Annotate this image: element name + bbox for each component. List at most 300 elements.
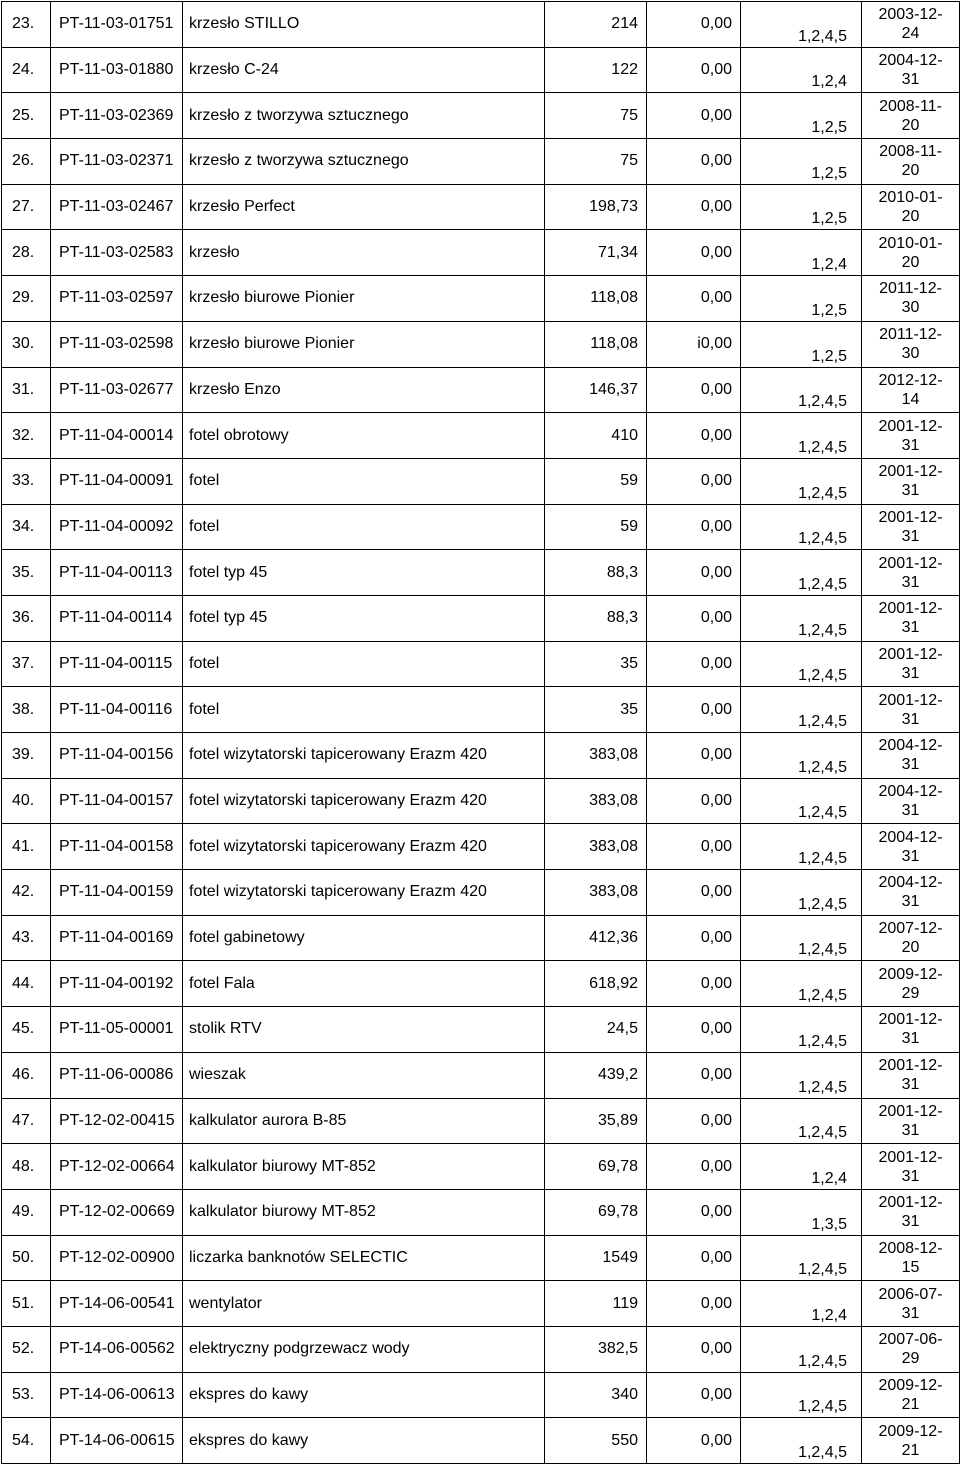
- item-name: krzesło: [183, 230, 545, 276]
- item-date: [862, 1326, 960, 1372]
- item-date: [862, 961, 960, 1007]
- item-source: 1,2,4,5: [741, 915, 862, 961]
- inventory-number: PT-14-06-00562: [51, 1326, 183, 1372]
- item-source: 1,2,4,5: [741, 1372, 862, 1418]
- table-row: [2, 184, 960, 230]
- item-value: 382,5: [545, 1326, 647, 1372]
- item-value: 118,08: [545, 321, 647, 367]
- inventory-number: PT-12-02-00415: [51, 1098, 183, 1144]
- item-date-part1: 2004-12-: [878, 52, 943, 70]
- item-source: 1,2,5: [741, 184, 862, 230]
- item-name: fotel gabinetowy: [183, 915, 545, 961]
- item-value: 118,08: [545, 276, 647, 322]
- item-date-part1: 2001-12-: [878, 417, 943, 435]
- table-row: [2, 1098, 960, 1144]
- inventory-number: PT-11-04-00157: [51, 778, 183, 824]
- item-source: 1,2,4: [741, 230, 862, 276]
- row-number: 31.: [2, 367, 51, 413]
- table-row: [2, 47, 960, 93]
- item-name: fotel typ 45: [183, 595, 545, 641]
- item-source: 1,2,4,5: [741, 595, 862, 641]
- item-date-part1: 2003-12-: [878, 6, 943, 24]
- item-source: 1,2,4,5: [741, 367, 862, 413]
- inventory-number: PT-11-04-00169: [51, 915, 183, 961]
- item-depreciation: 0,00: [647, 1235, 741, 1281]
- item-value: 410: [545, 413, 647, 459]
- item-value: 75: [545, 139, 647, 185]
- table-row: [2, 1372, 960, 1418]
- table-row: [2, 733, 960, 779]
- item-value: 71,34: [545, 230, 647, 276]
- row-number: 33.: [2, 458, 51, 504]
- inventory-number: PT-11-04-00113: [51, 550, 183, 596]
- item-value: 75: [545, 93, 647, 139]
- item-date-part2: 31: [901, 664, 920, 682]
- item-date-part1: 2009-12-: [878, 1376, 943, 1394]
- item-date-part2: 31: [901, 573, 920, 591]
- item-date: [862, 504, 960, 550]
- item-name: fotel: [183, 504, 545, 550]
- item-date-part1: 2001-12-: [878, 1057, 943, 1075]
- inventory-rows: [2, 2, 960, 1464]
- item-depreciation: 0,00: [647, 139, 741, 185]
- row-number: 51.: [2, 1281, 51, 1327]
- item-date-part2: 29: [901, 1350, 920, 1368]
- item-source: 1,2,5: [741, 276, 862, 322]
- item-name: krzesło Perfect: [183, 184, 545, 230]
- item-name: fotel Fala: [183, 961, 545, 1007]
- item-date-part2: 31: [901, 1030, 920, 1048]
- item-source: 1,2,4,5: [741, 413, 862, 459]
- item-date: [862, 1098, 960, 1144]
- item-value: 69,78: [545, 1144, 647, 1190]
- row-number: 43.: [2, 915, 51, 961]
- item-date: [862, 641, 960, 687]
- item-date: [862, 2, 960, 48]
- item-date-part2: 31: [901, 802, 920, 820]
- item-value: 59: [545, 458, 647, 504]
- table-row: [2, 915, 960, 961]
- item-date-part1: 2004-12-: [878, 783, 943, 801]
- item-date-part1: 2010-01-: [878, 234, 943, 252]
- item-value: 340: [545, 1372, 647, 1418]
- item-depreciation: 0,00: [647, 961, 741, 1007]
- item-date-part1: 2001-12-: [878, 1194, 943, 1212]
- inventory-number: PT-11-03-02467: [51, 184, 183, 230]
- row-number: 27.: [2, 184, 51, 230]
- item-date-part2: 20: [901, 116, 920, 134]
- row-number: 52.: [2, 1326, 51, 1372]
- item-source: 1,2,5: [741, 321, 862, 367]
- item-source: 1,2,4,5: [741, 778, 862, 824]
- table-row: [2, 641, 960, 687]
- inventory-number: PT-11-04-00156: [51, 733, 183, 779]
- item-value: 383,08: [545, 778, 647, 824]
- item-date: [862, 230, 960, 276]
- item-depreciation: 0,00: [647, 641, 741, 687]
- item-name: fotel: [183, 687, 545, 733]
- item-name: fotel: [183, 641, 545, 687]
- row-number: 46.: [2, 1052, 51, 1098]
- inventory-number: PT-11-04-00192: [51, 961, 183, 1007]
- row-number: 49.: [2, 1189, 51, 1235]
- inventory-number: PT-14-06-00541: [51, 1281, 183, 1327]
- row-number: 28.: [2, 230, 51, 276]
- item-date-part1: 2001-12-: [878, 508, 943, 526]
- inventory-number: PT-12-02-00669: [51, 1189, 183, 1235]
- table-row: [2, 1326, 960, 1372]
- table-row: [2, 458, 960, 504]
- item-name: stolik RTV: [183, 1007, 545, 1053]
- item-depreciation: 0,00: [647, 915, 741, 961]
- table-row: [2, 1235, 960, 1281]
- row-number: 29.: [2, 276, 51, 322]
- item-date-part2: 20: [901, 939, 920, 957]
- item-source: 1,2,4,5: [741, 458, 862, 504]
- item-date-part1: 2008-12-: [878, 1239, 943, 1257]
- item-date-part1: 2010-01-: [878, 189, 943, 207]
- table-row: [2, 1281, 960, 1327]
- row-number: 36.: [2, 595, 51, 641]
- item-depreciation: 0,00: [647, 595, 741, 641]
- item-depreciation: 0,00: [647, 1418, 741, 1464]
- item-source: 1,2,4,5: [741, 641, 862, 687]
- row-number: 50.: [2, 1235, 51, 1281]
- item-date-part1: 2001-12-: [878, 554, 943, 572]
- item-date-part2: 31: [901, 619, 920, 637]
- table-row: [2, 1418, 960, 1464]
- item-date-part1: 2001-12-: [878, 1011, 943, 1029]
- row-number: 53.: [2, 1372, 51, 1418]
- row-number: 37.: [2, 641, 51, 687]
- item-date: [862, 184, 960, 230]
- item-date-part1: 2004-12-: [878, 737, 943, 755]
- row-number: 24.: [2, 47, 51, 93]
- item-date-part2: 31: [901, 482, 920, 500]
- row-number: 30.: [2, 321, 51, 367]
- item-date-part1: 2001-12-: [878, 463, 943, 481]
- table-row: [2, 1144, 960, 1190]
- table-row: [2, 504, 960, 550]
- item-value: 119: [545, 1281, 647, 1327]
- item-date-part1: 2007-06-: [878, 1331, 943, 1349]
- row-number: 54.: [2, 1418, 51, 1464]
- item-date: [862, 1418, 960, 1464]
- item-date-part1: 2004-12-: [878, 874, 943, 892]
- item-date-part2: 30: [901, 345, 920, 363]
- item-name: kalkulator biurowy MT-852: [183, 1189, 545, 1235]
- item-depreciation: 0,00: [647, 778, 741, 824]
- item-name: ekspres do kawy: [183, 1418, 545, 1464]
- item-value: 618,92: [545, 961, 647, 1007]
- item-source: 1,2,5: [741, 93, 862, 139]
- row-number: 44.: [2, 961, 51, 1007]
- item-depreciation: 0,00: [647, 1007, 741, 1053]
- table-row: [2, 2, 960, 48]
- item-depreciation: 0,00: [647, 550, 741, 596]
- table-row: [2, 93, 960, 139]
- item-name: ekspres do kawy: [183, 1372, 545, 1418]
- item-source: 1,2,4,5: [741, 1007, 862, 1053]
- table-row: [2, 321, 960, 367]
- item-date: [862, 778, 960, 824]
- inventory-number: PT-11-03-02371: [51, 139, 183, 185]
- item-name: wentylator: [183, 1281, 545, 1327]
- item-date: [862, 595, 960, 641]
- item-date-part2: 31: [901, 710, 920, 728]
- item-date-part1: 2006-07-: [878, 1285, 943, 1303]
- inventory-number: PT-11-03-02583: [51, 230, 183, 276]
- inventory-number: PT-11-06-00086: [51, 1052, 183, 1098]
- item-date: [862, 1007, 960, 1053]
- inventory-number: PT-11-04-00014: [51, 413, 183, 459]
- item-date-part2: 31: [901, 71, 920, 89]
- item-name: krzesło C-24: [183, 47, 545, 93]
- item-source: 1,2,4,5: [741, 2, 862, 48]
- item-date: [862, 824, 960, 870]
- item-name: kalkulator aurora B-85: [183, 1098, 545, 1144]
- item-depreciation: 0,00: [647, 870, 741, 916]
- item-value: 550: [545, 1418, 647, 1464]
- item-name: fotel: [183, 458, 545, 504]
- item-depreciation: 0,00: [647, 1372, 741, 1418]
- item-name: krzesło STILLO: [183, 2, 545, 48]
- item-date: [862, 1281, 960, 1327]
- item-source: 1,2,4,5: [741, 1052, 862, 1098]
- inventory-number: PT-11-04-00091: [51, 458, 183, 504]
- item-value: 383,08: [545, 870, 647, 916]
- row-number: 38.: [2, 687, 51, 733]
- item-date: [862, 276, 960, 322]
- item-depreciation: 0,00: [647, 1326, 741, 1372]
- item-value: 146,37: [545, 367, 647, 413]
- item-source: 1,2,4,5: [741, 1418, 862, 1464]
- item-name: krzesło z tworzywa sztucznego: [183, 93, 545, 139]
- item-date: [862, 47, 960, 93]
- item-date-part2: 31: [901, 756, 920, 774]
- table-row: [2, 961, 960, 1007]
- item-depreciation: 0,00: [647, 413, 741, 459]
- item-depreciation: 0,00: [647, 47, 741, 93]
- item-source: 1,2,4,5: [741, 1235, 862, 1281]
- row-number: 32.: [2, 413, 51, 459]
- row-number: 42.: [2, 870, 51, 916]
- inventory-number: PT-14-06-00613: [51, 1372, 183, 1418]
- item-depreciation: 0,00: [647, 2, 741, 48]
- row-number: 34.: [2, 504, 51, 550]
- item-date: [862, 1052, 960, 1098]
- item-value: 69,78: [545, 1189, 647, 1235]
- item-value: 35,89: [545, 1098, 647, 1144]
- table-row: [2, 687, 960, 733]
- item-depreciation: 0,00: [647, 276, 741, 322]
- item-date: [862, 1372, 960, 1418]
- row-number: 35.: [2, 550, 51, 596]
- inventory-number: PT-11-04-00115: [51, 641, 183, 687]
- inventory-number: PT-11-03-02597: [51, 276, 183, 322]
- item-name: elektryczny podgrzewacz wody: [183, 1326, 545, 1372]
- item-date-part2: 29: [901, 984, 920, 1002]
- item-depreciation: 0,00: [647, 230, 741, 276]
- item-date-part1: 2007-12-: [878, 920, 943, 938]
- item-value: 198,73: [545, 184, 647, 230]
- item-name: fotel wizytatorski tapicerowany Erazm 420: [183, 733, 545, 779]
- item-date-part2: 21: [901, 1441, 920, 1459]
- item-date-part2: 21: [901, 1395, 920, 1413]
- item-depreciation: 0,00: [647, 1098, 741, 1144]
- item-source: 1,2,4,5: [741, 1098, 862, 1144]
- item-source: 1,2,5: [741, 139, 862, 185]
- item-date: [862, 367, 960, 413]
- table-row: [2, 824, 960, 870]
- item-date: [862, 1144, 960, 1190]
- item-date-part2: 31: [901, 893, 920, 911]
- item-value: 59: [545, 504, 647, 550]
- inventory-number: PT-11-03-02598: [51, 321, 183, 367]
- item-date: [862, 870, 960, 916]
- item-depreciation: 0,00: [647, 1189, 741, 1235]
- item-value: 24,5: [545, 1007, 647, 1053]
- item-date: [862, 1189, 960, 1235]
- item-date-part1: 2001-12-: [878, 1148, 943, 1166]
- item-date-part2: 31: [901, 1304, 920, 1322]
- row-number: 40.: [2, 778, 51, 824]
- item-name: wieszak: [183, 1052, 545, 1098]
- item-date: [862, 93, 960, 139]
- table-row: [2, 413, 960, 459]
- inventory-number: PT-11-03-02677: [51, 367, 183, 413]
- item-value: 35: [545, 641, 647, 687]
- item-depreciation: 0,00: [647, 824, 741, 870]
- item-date-part2: 31: [901, 1076, 920, 1094]
- item-date: [862, 1235, 960, 1281]
- item-depreciation: 0,00: [647, 184, 741, 230]
- item-date: [862, 413, 960, 459]
- item-depreciation: 0,00: [647, 367, 741, 413]
- item-depreciation: 0,00: [647, 1144, 741, 1190]
- item-date-part1: 2001-12-: [878, 645, 943, 663]
- item-date-part1: 2001-12-: [878, 691, 943, 709]
- item-source: 1,2,4,5: [741, 961, 862, 1007]
- row-number: 47.: [2, 1098, 51, 1144]
- item-date-part2: 31: [901, 1167, 920, 1185]
- inventory-number: PT-11-05-00001: [51, 1007, 183, 1053]
- item-name: fotel obrotowy: [183, 413, 545, 459]
- item-name: fotel wizytatorski tapicerowany Erazm 420: [183, 870, 545, 916]
- inventory-number: PT-12-02-00900: [51, 1235, 183, 1281]
- item-date: [862, 687, 960, 733]
- item-date-part2: 20: [901, 162, 920, 180]
- item-date: [862, 458, 960, 504]
- item-value: 1549: [545, 1235, 647, 1281]
- item-depreciation: 0,00: [647, 733, 741, 779]
- item-value: 35: [545, 687, 647, 733]
- table-row: [2, 1007, 960, 1053]
- item-date-part2: 31: [901, 436, 920, 454]
- item-name: fotel typ 45: [183, 550, 545, 596]
- inventory-number: PT-11-04-00092: [51, 504, 183, 550]
- item-source: 1,3,5: [741, 1189, 862, 1235]
- item-date-part1: 2009-12-: [878, 965, 943, 983]
- inventory-number: PT-14-06-00615: [51, 1418, 183, 1464]
- item-date: [862, 733, 960, 779]
- inventory-number: PT-11-03-02369: [51, 93, 183, 139]
- row-number: 48.: [2, 1144, 51, 1190]
- item-date-part2: 15: [901, 1258, 920, 1276]
- item-value: 88,3: [545, 550, 647, 596]
- item-name: kalkulator biurowy MT-852: [183, 1144, 545, 1190]
- item-depreciation: 0,00: [647, 687, 741, 733]
- item-source: 1,2,4,5: [741, 733, 862, 779]
- item-source: 1,2,4,5: [741, 504, 862, 550]
- item-date-part1: 2008-11-: [879, 143, 942, 161]
- item-date-part1: 2001-12-: [878, 1102, 943, 1120]
- item-depreciation: i0,00: [647, 321, 741, 367]
- item-date-part1: 2001-12-: [878, 600, 943, 618]
- item-source: 1,2,4,5: [741, 687, 862, 733]
- item-value: 383,08: [545, 824, 647, 870]
- item-depreciation: 0,00: [647, 93, 741, 139]
- row-number: 41.: [2, 824, 51, 870]
- row-number: 45.: [2, 1007, 51, 1053]
- inventory-number: PT-11-03-01880: [51, 47, 183, 93]
- item-source: 1,2,4,5: [741, 824, 862, 870]
- item-date-part2: 31: [901, 847, 920, 865]
- item-date-part1: 2009-12-: [878, 1422, 943, 1440]
- table-row: [2, 550, 960, 596]
- row-number: 26.: [2, 139, 51, 185]
- item-date-part2: 31: [901, 1213, 920, 1231]
- inventory-number: PT-11-04-00158: [51, 824, 183, 870]
- item-source: 1,2,4,5: [741, 870, 862, 916]
- table-row: [2, 1189, 960, 1235]
- item-name: krzesło z tworzywa sztucznego: [183, 139, 545, 185]
- table-row: [2, 595, 960, 641]
- inventory-number: PT-11-03-01751: [51, 2, 183, 48]
- table-row: [2, 1052, 960, 1098]
- item-name: krzesło Enzo: [183, 367, 545, 413]
- table-row: [2, 778, 960, 824]
- item-depreciation: 0,00: [647, 1052, 741, 1098]
- table-row: [2, 870, 960, 916]
- item-value: 383,08: [545, 733, 647, 779]
- item-name: liczarka banknotów SELECTIC: [183, 1235, 545, 1281]
- item-date-part2: 24: [901, 25, 920, 43]
- item-date-part1: 2011-12-: [879, 280, 942, 298]
- item-value: 122: [545, 47, 647, 93]
- row-number: 25.: [2, 93, 51, 139]
- item-date-part2: 20: [901, 253, 920, 271]
- table-row: [2, 367, 960, 413]
- item-date: [862, 550, 960, 596]
- item-date: [862, 321, 960, 367]
- item-depreciation: 0,00: [647, 458, 741, 504]
- item-source: 1,2,4: [741, 47, 862, 93]
- inventory-number: PT-11-04-00114: [51, 595, 183, 641]
- table-row: [2, 230, 960, 276]
- item-date-part2: 31: [901, 1121, 920, 1139]
- item-depreciation: 0,00: [647, 504, 741, 550]
- item-value: 412,36: [545, 915, 647, 961]
- item-value: 88,3: [545, 595, 647, 641]
- table-row: [2, 139, 960, 185]
- item-name: krzesło biurowe Pionier: [183, 321, 545, 367]
- item-value: 214: [545, 2, 647, 48]
- inventory-number: PT-12-02-00664: [51, 1144, 183, 1190]
- item-name: krzesło biurowe Pionier: [183, 276, 545, 322]
- item-source: 1,2,4: [741, 1144, 862, 1190]
- row-number: 23.: [2, 2, 51, 48]
